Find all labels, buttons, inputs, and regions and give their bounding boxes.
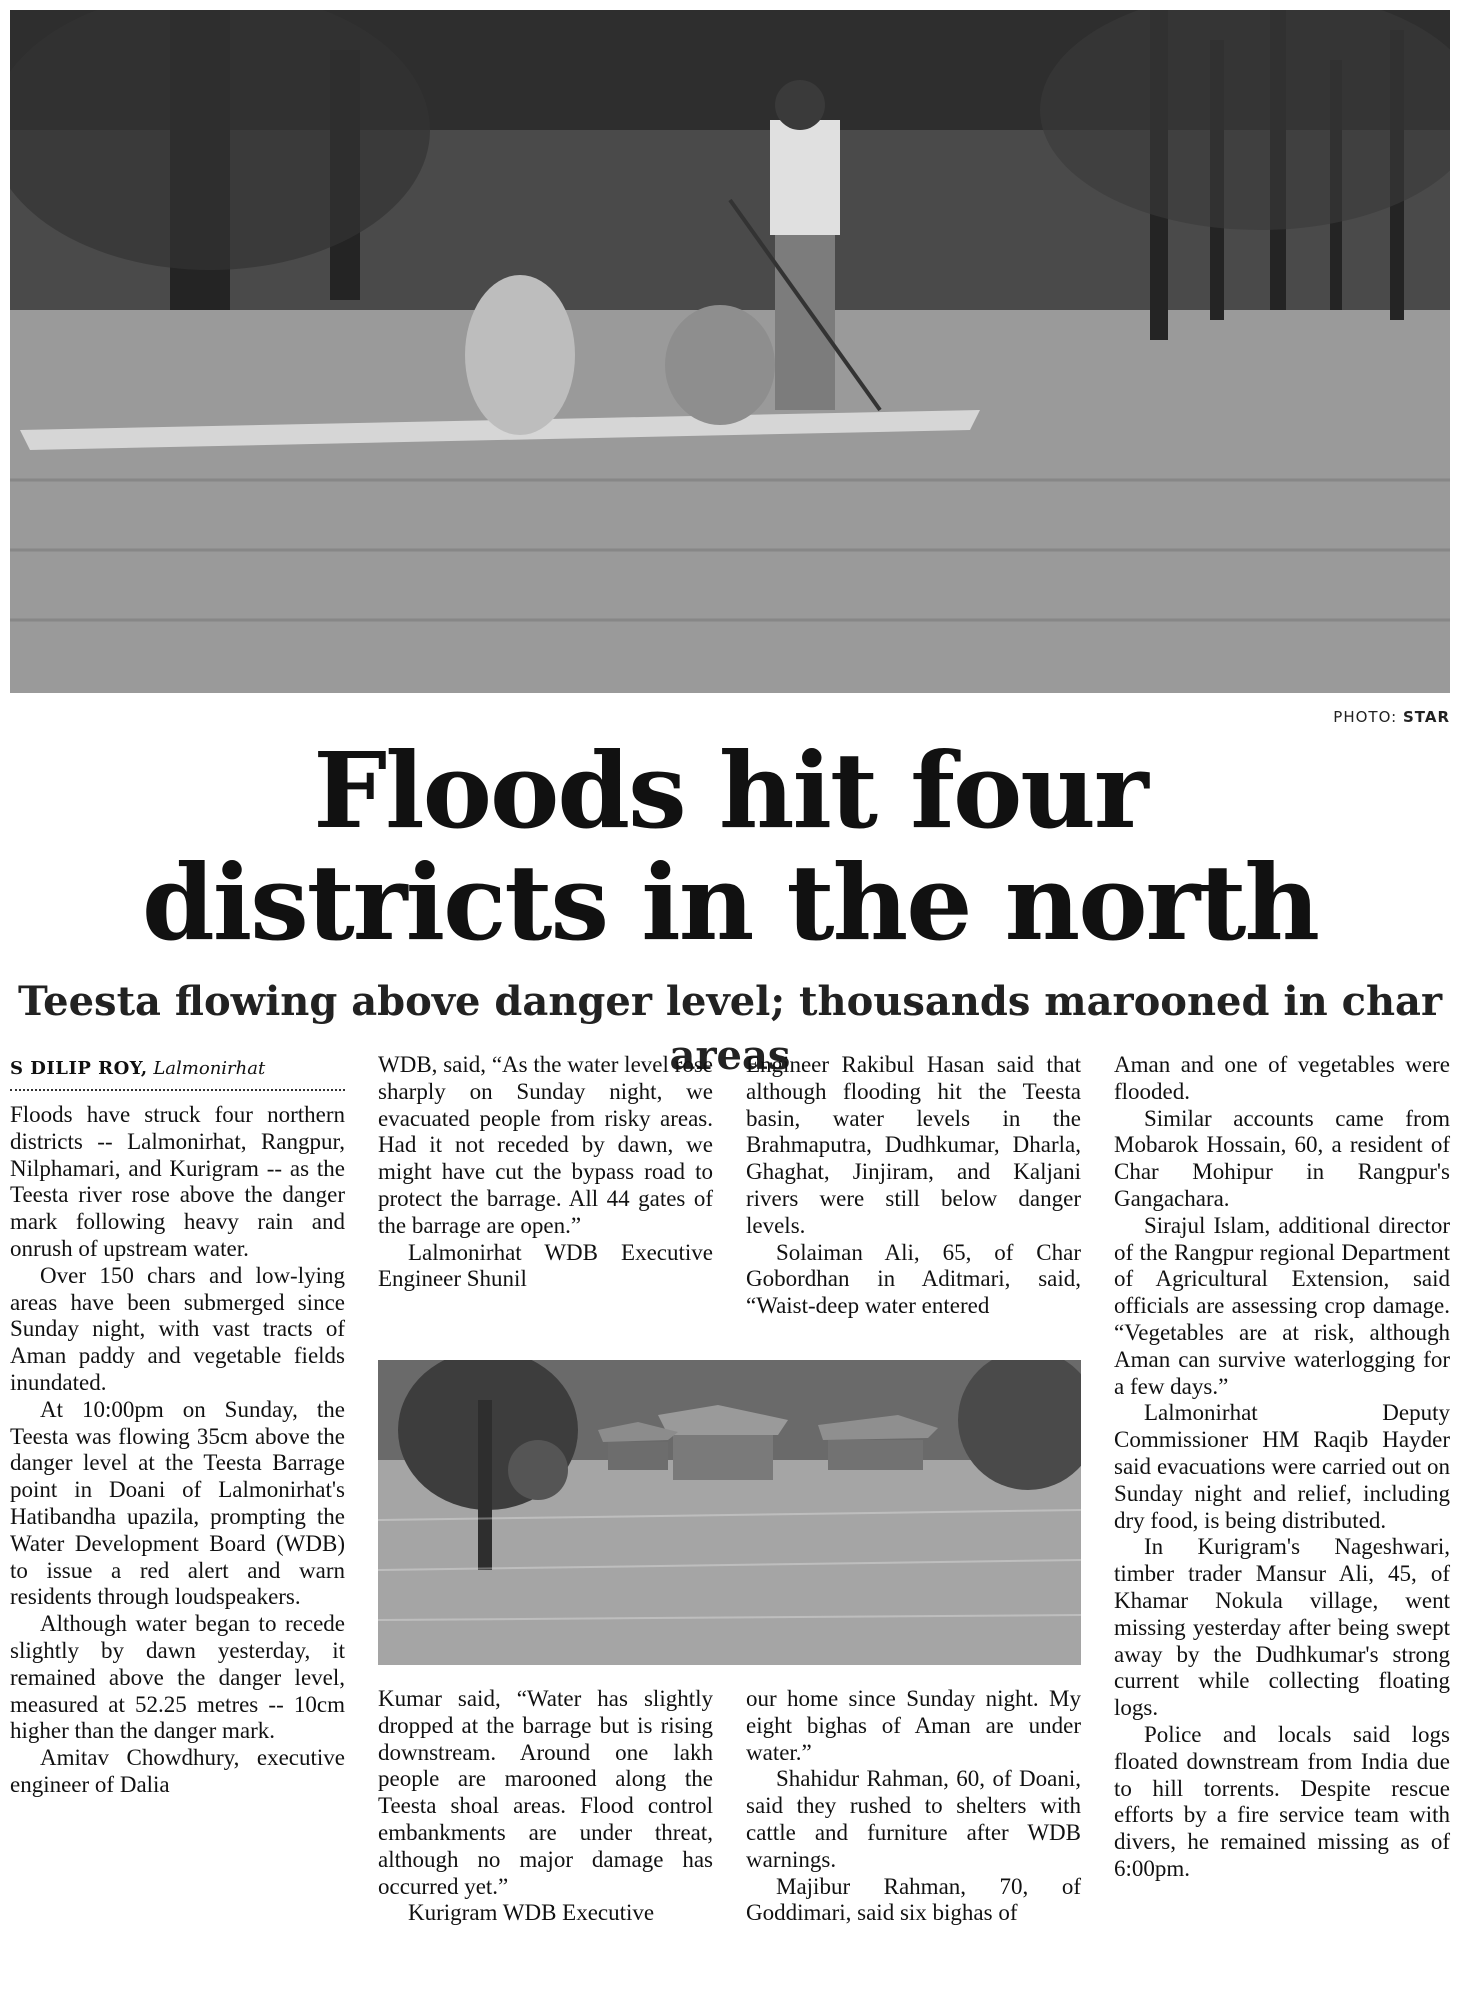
paragraph: Lalmonirhat Deputy Commissioner HM Raqib Hayder said evacuations were carried out on Sunday night and relief, including dry food, is being distributed.: [1114, 1400, 1450, 1533]
paragraph: Kurigram WDB Executive: [408, 1900, 655, 1926]
paragraph: Floods have struck four northern districts -- Lalmonirhat, Rangpur, Nilphamari, and Kurigram -- as the Teesta river rose above the danger mark following heavy rain and onrush of upstream water.: [10, 1102, 345, 1261]
paragraph: Engineer Rakibul Hasan said that although flooding hit the Teesta basin, water levels in the Brahmaputra, Dudhkumar, Dharla, Ghaghat, Jinjiram, and Kaljani rivers were still below danger levels.: [746, 1052, 1081, 1238]
paragraph: Amitav Chowdhury, executive engineer of Dalia: [10, 1745, 345, 1797]
article-column-3-top: [746, 1052, 1081, 1320]
subheadline: Teesta flowing above danger level; thousands marooned in char areas: [17, 978, 1443, 1079]
paragraph: Solaiman Ali, 65, of Char Gobordhan in Aditmari, said, “Waist-deep water entered: [746, 1239, 1081, 1319]
article-column-1: [10, 1102, 345, 1799]
article-column-2-top: [378, 1052, 713, 1293]
inset-photo: [378, 1360, 1081, 1665]
headline-line-1: Floods hit four: [313, 729, 1147, 852]
photo-credit: [1240, 708, 1450, 726]
photo-credit-label: PHOTO:: [1333, 708, 1398, 726]
flooded-village-illustration: [378, 1360, 1081, 1665]
paragraph: Sirajul Islam, additional director of the Rangpur regional Department of Agricultural Extension, said officials are assessing crop damage. “Vegetables are at risk, although Aman can survive waterlogging for a few days.”: [1114, 1212, 1450, 1399]
photo-credit-source: STAR: [1402, 708, 1450, 726]
paragraph: At 10:00pm on Sunday, the Teesta was flowing 35cm above the danger level at the Teesta Barrage point in Doani of Lalmonirhat's Hatibandha upazila, prompting the Water Development Board (WDB) to issue a red alert and warn residents through loudspeakers.: [10, 1396, 345, 1610]
flood-boat-illustration: [10, 10, 1450, 693]
paragraph: Lalmonirhat WDB Executive Engineer Shunil: [378, 1239, 713, 1292]
paragraph: Aman and one of vegetables were flooded.: [1114, 1052, 1450, 1104]
headline-line-2: districts in the north: [141, 841, 1319, 964]
paragraph: Kumar said, “Water has slightly dropped at the barrage but is rising downstream. Around one lakh people are marooned along the Teesta shoal areas. Flood control embankments are under threat, although no major damage has occurred yet.”: [378, 1686, 713, 1899]
article-column-4: [1114, 1052, 1450, 1883]
byline-author: S DILIP ROY,: [10, 1058, 148, 1079]
article-column-3-bottom: [746, 1686, 1081, 1927]
paragraph: our home since Sunday night. My eight bighas of Aman are under water.”: [746, 1686, 1081, 1765]
paragraph: Police and locals said logs floated downstream from India due to hill torrents. Despite rescue efforts by a fire service team with divers, he remained missing as of 6:00pm.: [1114, 1721, 1450, 1881]
paragraph: In Kurigram's Nageshwari, timber trader Mansur Ali, 45, of Khamar Nokula village, went missing yesterday after being swept away by the Dudhkumar's strong current while collecting floating logs.: [1114, 1534, 1450, 1721]
paragraph: Shahidur Rahman, 60, of Doani, said they rushed to shelters with cattle and furniture after WDB warnings.: [746, 1766, 1081, 1872]
paragraph: WDB, said, “As the water level rose sharply on Sunday night, we evacuated people from risky areas. Had it not receded by dawn, we might have cut the bypass road to protect the barrage. All 44 gates of the barrage are open.”: [378, 1052, 713, 1238]
paragraph: Majibur Rahman, 70, of Goddimari, said six bighas of: [746, 1873, 1081, 1926]
paragraph: Similar accounts came from Mobarok Hossain, 60, a resident of Char Mohipur in Rangpur's Gangachara.: [1114, 1105, 1450, 1211]
headline: [30, 729, 1430, 964]
main-photo: [10, 10, 1450, 693]
byline-location: Lalmonirhat: [153, 1058, 266, 1079]
paragraph: Although water began to recede slightly by dawn yesterday, it remained above the danger level, measured at 52.25 metres -- 10cm higher than the danger mark.: [10, 1611, 345, 1744]
byline: [10, 1057, 345, 1091]
article-column-2-bottom: [378, 1686, 713, 1927]
paragraph: Over 150 chars and low-lying areas have been submerged since Sunday night, with vast tracts of Aman paddy and vegetable fields inundated.: [10, 1262, 345, 1395]
